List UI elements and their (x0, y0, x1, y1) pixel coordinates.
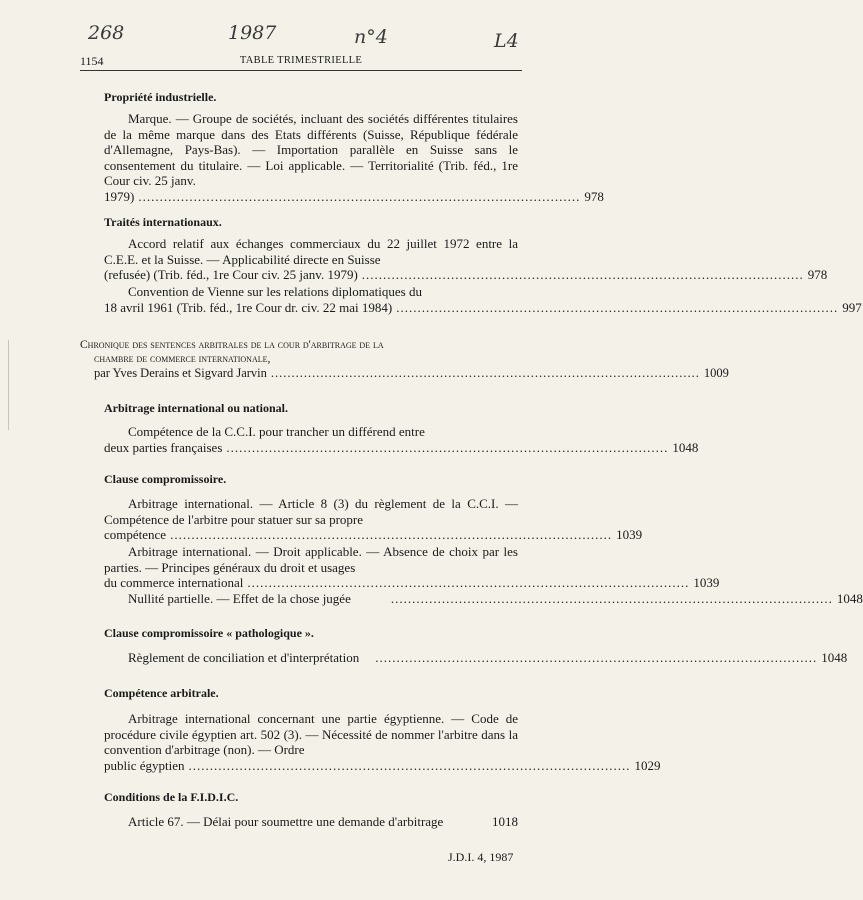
entry-text: Article 67. — Délai pour soumettre une demande d'arbitrage (128, 814, 444, 829)
handwritten-note: n°4 (354, 26, 388, 48)
page-header (80, 52, 522, 71)
chronicle-authors: par Yves Derains et Sigvard Jarvin (94, 366, 267, 380)
entry-last-line (104, 439, 699, 456)
chronicle-authors-line (80, 366, 729, 380)
index-entry (128, 814, 518, 830)
entry-last-line (104, 757, 661, 774)
entry-text: Règlement de conciliation et d'interprétation (128, 650, 360, 665)
entry-text: Accord relatif aux échanges commerciaux du 22 juillet 1972 entre la C.E.E. et la Suisse. — Applicabilité directe en Suisse (104, 236, 518, 267)
index-entry (104, 496, 643, 543)
entry-last-line (104, 188, 604, 205)
dot-leader: ........................................................................................................ (247, 575, 690, 591)
section-title: Propriété industrielle. (104, 90, 217, 104)
chronicle-heading (80, 338, 729, 380)
section-title: Clause compromissoire. (104, 472, 227, 486)
entry-text: 18 avril 1961 (Trib. féd., 1re Cour dr. civ. 22 mai 1984) (104, 299, 393, 315)
entry-text: compétence (104, 527, 167, 543)
entry-last-line (104, 575, 720, 591)
dot-leader: ........................................................................................................ (270, 366, 700, 380)
dot-leader: ........................................................................................................ (375, 650, 818, 665)
dot-leader: ........................................................................................................ (396, 299, 839, 315)
page-reference: 1009 (703, 366, 729, 380)
section-title: Clause compromissoire « pathologique ». (104, 626, 314, 640)
index-entry (104, 284, 862, 315)
entry-last-line (128, 591, 863, 607)
page-reference: 1039 (693, 575, 720, 591)
entry-text: Nullité partielle. — Effet de la chose jugée (128, 591, 351, 606)
entry-text: Compétence de la C.C.I. pour trancher un différend entre (128, 424, 425, 439)
page-reference: 1048 (821, 650, 848, 665)
entry-text: du commerce international (104, 575, 244, 591)
dot-leader: ........................................................................................................ (188, 757, 631, 773)
page-reference: 1039 (616, 527, 643, 543)
index-entry (128, 591, 863, 607)
handwritten-note: L4 (494, 30, 519, 52)
index-entry (104, 424, 699, 455)
entry-text: Arbitrage international. — Article 8 (3) du règlement de la C.C.I. — Compétence de l'arbitre pour statuer sur sa propre (104, 496, 518, 527)
index-entry (104, 544, 720, 591)
entry-text: Arbitrage international. — Droit applicable. — Absence de choix par les parties. — Principes généraux du droit et usages (104, 544, 518, 575)
handwritten-note: 1987 (228, 22, 277, 44)
handwritten-note: 268 (88, 22, 125, 44)
page-reference: 1048 (672, 439, 699, 455)
entry-text: Convention de Vienne sur les relations diplomatiques du (128, 284, 422, 299)
page-footer: J.D.I. 4, 1987 (448, 850, 514, 864)
entry-last-line (128, 650, 848, 666)
entry-last-line (128, 814, 518, 830)
entry-text: Marque. — Groupe de sociétés, incluant des sociétés différentes titulaires de la même marque dans des Etats différents (Suisse, République fédérale d'Allemagne, Pays-Bas). — Importation parallèle en Suisse sans le consentement du titulaire. — Loi applicable. — Territorialité (Trib. féd., 1re Cour civ. 25 janv. (104, 111, 518, 189)
page-reference: 978 (584, 188, 604, 204)
page-reference: 978 (807, 267, 828, 283)
entry-text: 1979) (104, 188, 135, 204)
page-reference: 1029 (634, 757, 661, 773)
entry-last-line (104, 527, 643, 543)
index-entry (104, 111, 604, 205)
chronicle-title-line: chambre de commerce internationale, (94, 353, 271, 365)
dot-leader: ........................................................................................................ (390, 591, 833, 606)
section-title: Traités internationaux. (104, 215, 222, 229)
running-title: TABLE TRIMESTRIELLE (239, 55, 363, 66)
entry-last-line (104, 299, 862, 316)
entry-text: (refusée) (Trib. féd., 1re Cour civ. 25 janv. 1979) (104, 267, 358, 283)
dot-leader: ........................................................................................................ (138, 188, 581, 204)
section-title: Arbitrage international ou national. (104, 401, 289, 415)
entry-text: public égyptien (104, 757, 185, 773)
page-number: 1154 (80, 54, 104, 68)
section-title: Conditions de la F.I.D.I.C. (104, 790, 239, 804)
page-reference: 997 (842, 299, 862, 315)
index-entry (104, 236, 828, 283)
entry-text: deux parties françaises (104, 439, 223, 455)
dot-leader: ........................................................................................................ (226, 439, 669, 455)
dot-leader: ........................................................................................................ (170, 527, 613, 543)
index-entry (128, 650, 848, 666)
section-title: Compétence arbitrale. (104, 686, 219, 700)
page-reference: 1048 (836, 591, 863, 606)
margin-mark (8, 340, 9, 430)
chronicle-title-line: Chronique des sentences arbitrales de la cour d'arbitrage de la (80, 339, 384, 351)
dot-leader: ........................................................................................................ (361, 267, 804, 283)
page-reference: 1018 (492, 814, 518, 829)
entry-last-line (104, 267, 828, 283)
entry-text: Arbitrage international concernant une partie égyptienne. — Code de procédure civile égyptien art. 502 (3). — Nécessité de nommer l'arbitre dans la convention d'arbitrage (non). — Ordre (104, 711, 518, 758)
index-entry (104, 711, 661, 773)
